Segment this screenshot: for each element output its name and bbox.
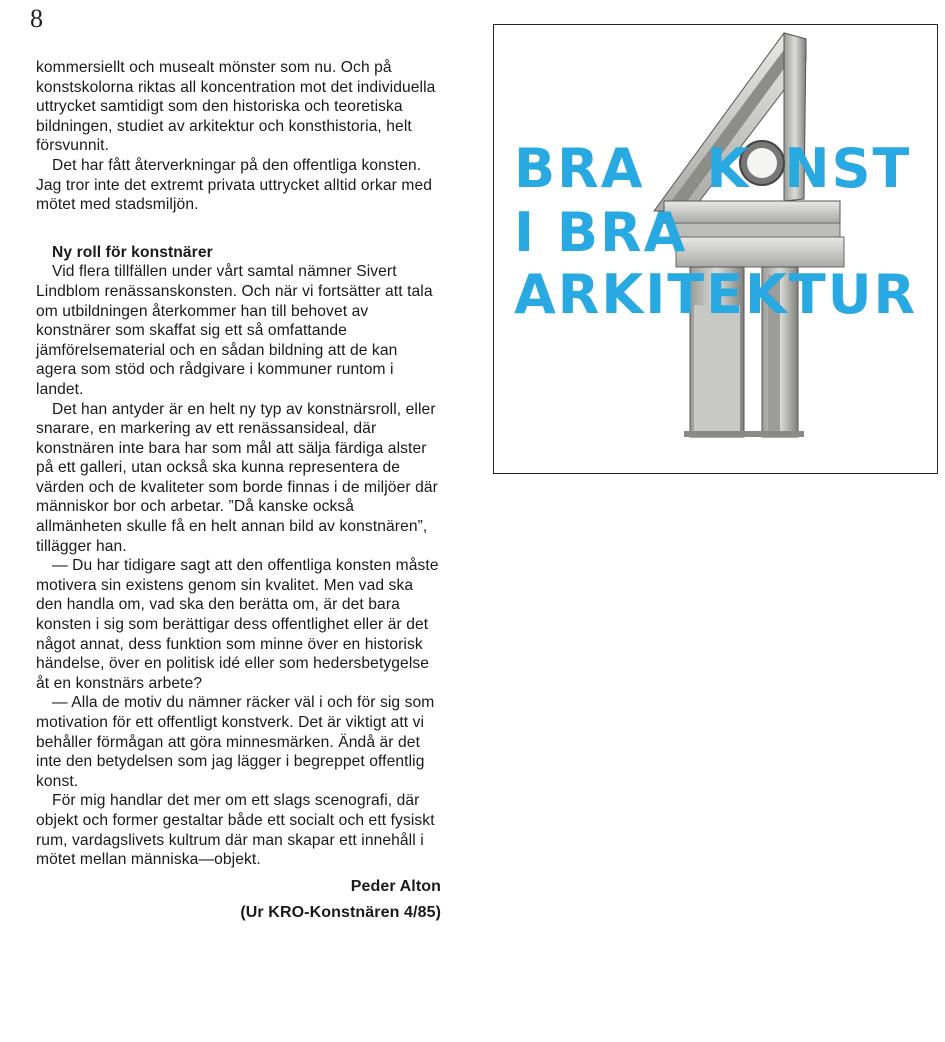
poster-line-2: I BRA	[514, 201, 688, 264]
poster-word-bra: BRA	[514, 137, 645, 200]
poster-word-nst: NST	[784, 137, 912, 200]
poster-letter-k: K	[706, 137, 751, 200]
article-column	[36, 58, 441, 924]
paragraph: kommersiellt och musealt mönster som nu. Och på konstskolorna riktas all koncentration mot det individuella uttrycket samtidigt som den historiska och teoretiska bildningen, studiet av arkitektur och konsthistoria, helt försvunnit.	[36, 59, 436, 155]
poster-figure	[493, 24, 938, 474]
paragraph: För mig handlar det mer om ett slags scenografi, där objekt och former gestaltar både ett socialt och ett fysiskt rum, vardagslivets kultrum där man skapar ett innehåll i mötet mellan människa—objekt.	[36, 792, 435, 869]
poster-line-1	[514, 139, 911, 199]
paragraph: Vid flera tillfällen under vårt samtal nämner Sivert Lindblom renässanskonsten. Och när vi fortsätter att tala om utbildningen återkommer han till behovet av konstnärer som skaffat sig ett så omfattande jämförelsematerial och en sådan bildning att de kan agera som stöd och rådgivare i kommuner runtom i landet.	[36, 263, 433, 398]
author-signature: Peder Alton	[350, 877, 441, 895]
paragraph: — Alla de motiv du nämner räcker väl i och för sig som motivation för ett offentligt konstverk. Det är viktigt att vi behåller förmågan att göra minnesmärken. Ändå är det inte den betydelsen som jag lägger i begreppet offentlig konst.	[36, 694, 435, 790]
paragraph: Det han antyder är en helt ny typ av konstnärsroll, eller snarare, en markering av ett renässansideal, där konstnären inte bara har som mål att sälja färdiga alster på ett galleri, utan också ska kunna representera de värden och de kvaliteter som borde finnas i de miljöer där människor bor och arbetar. ”Då kanske också allmänheten skulle få en helt annan bild av konstnären”, tillägger han.	[36, 400, 438, 555]
source-citation: (Ur KRO-Konstnären 4/85)	[240, 903, 441, 921]
paragraph: Det har fått återverkningar på den offentliga konsten. Jag tror inte det extremt privata uttrycket alltid orkar med mötet med stadsmiljön.	[36, 156, 432, 214]
subheading: Ny roll för konstnärer	[52, 243, 213, 261]
paragraph: — Du har tidigare sagt att den offentliga konsten måste motivera sin existens genom sin kvalitet. Men vad ska den handla om, vad ska den berätta om, är det bara konsten i sig som berättigar dess offentlighet eller är det något annat, dess funktion som minne över en historisk händelse, över en politisk idé eller som hedersbetygelse åt en konstnärs arbete?	[36, 557, 439, 692]
page-number: 8	[30, 4, 43, 33]
poster-line-3: ARKITEKTUR	[514, 263, 918, 326]
